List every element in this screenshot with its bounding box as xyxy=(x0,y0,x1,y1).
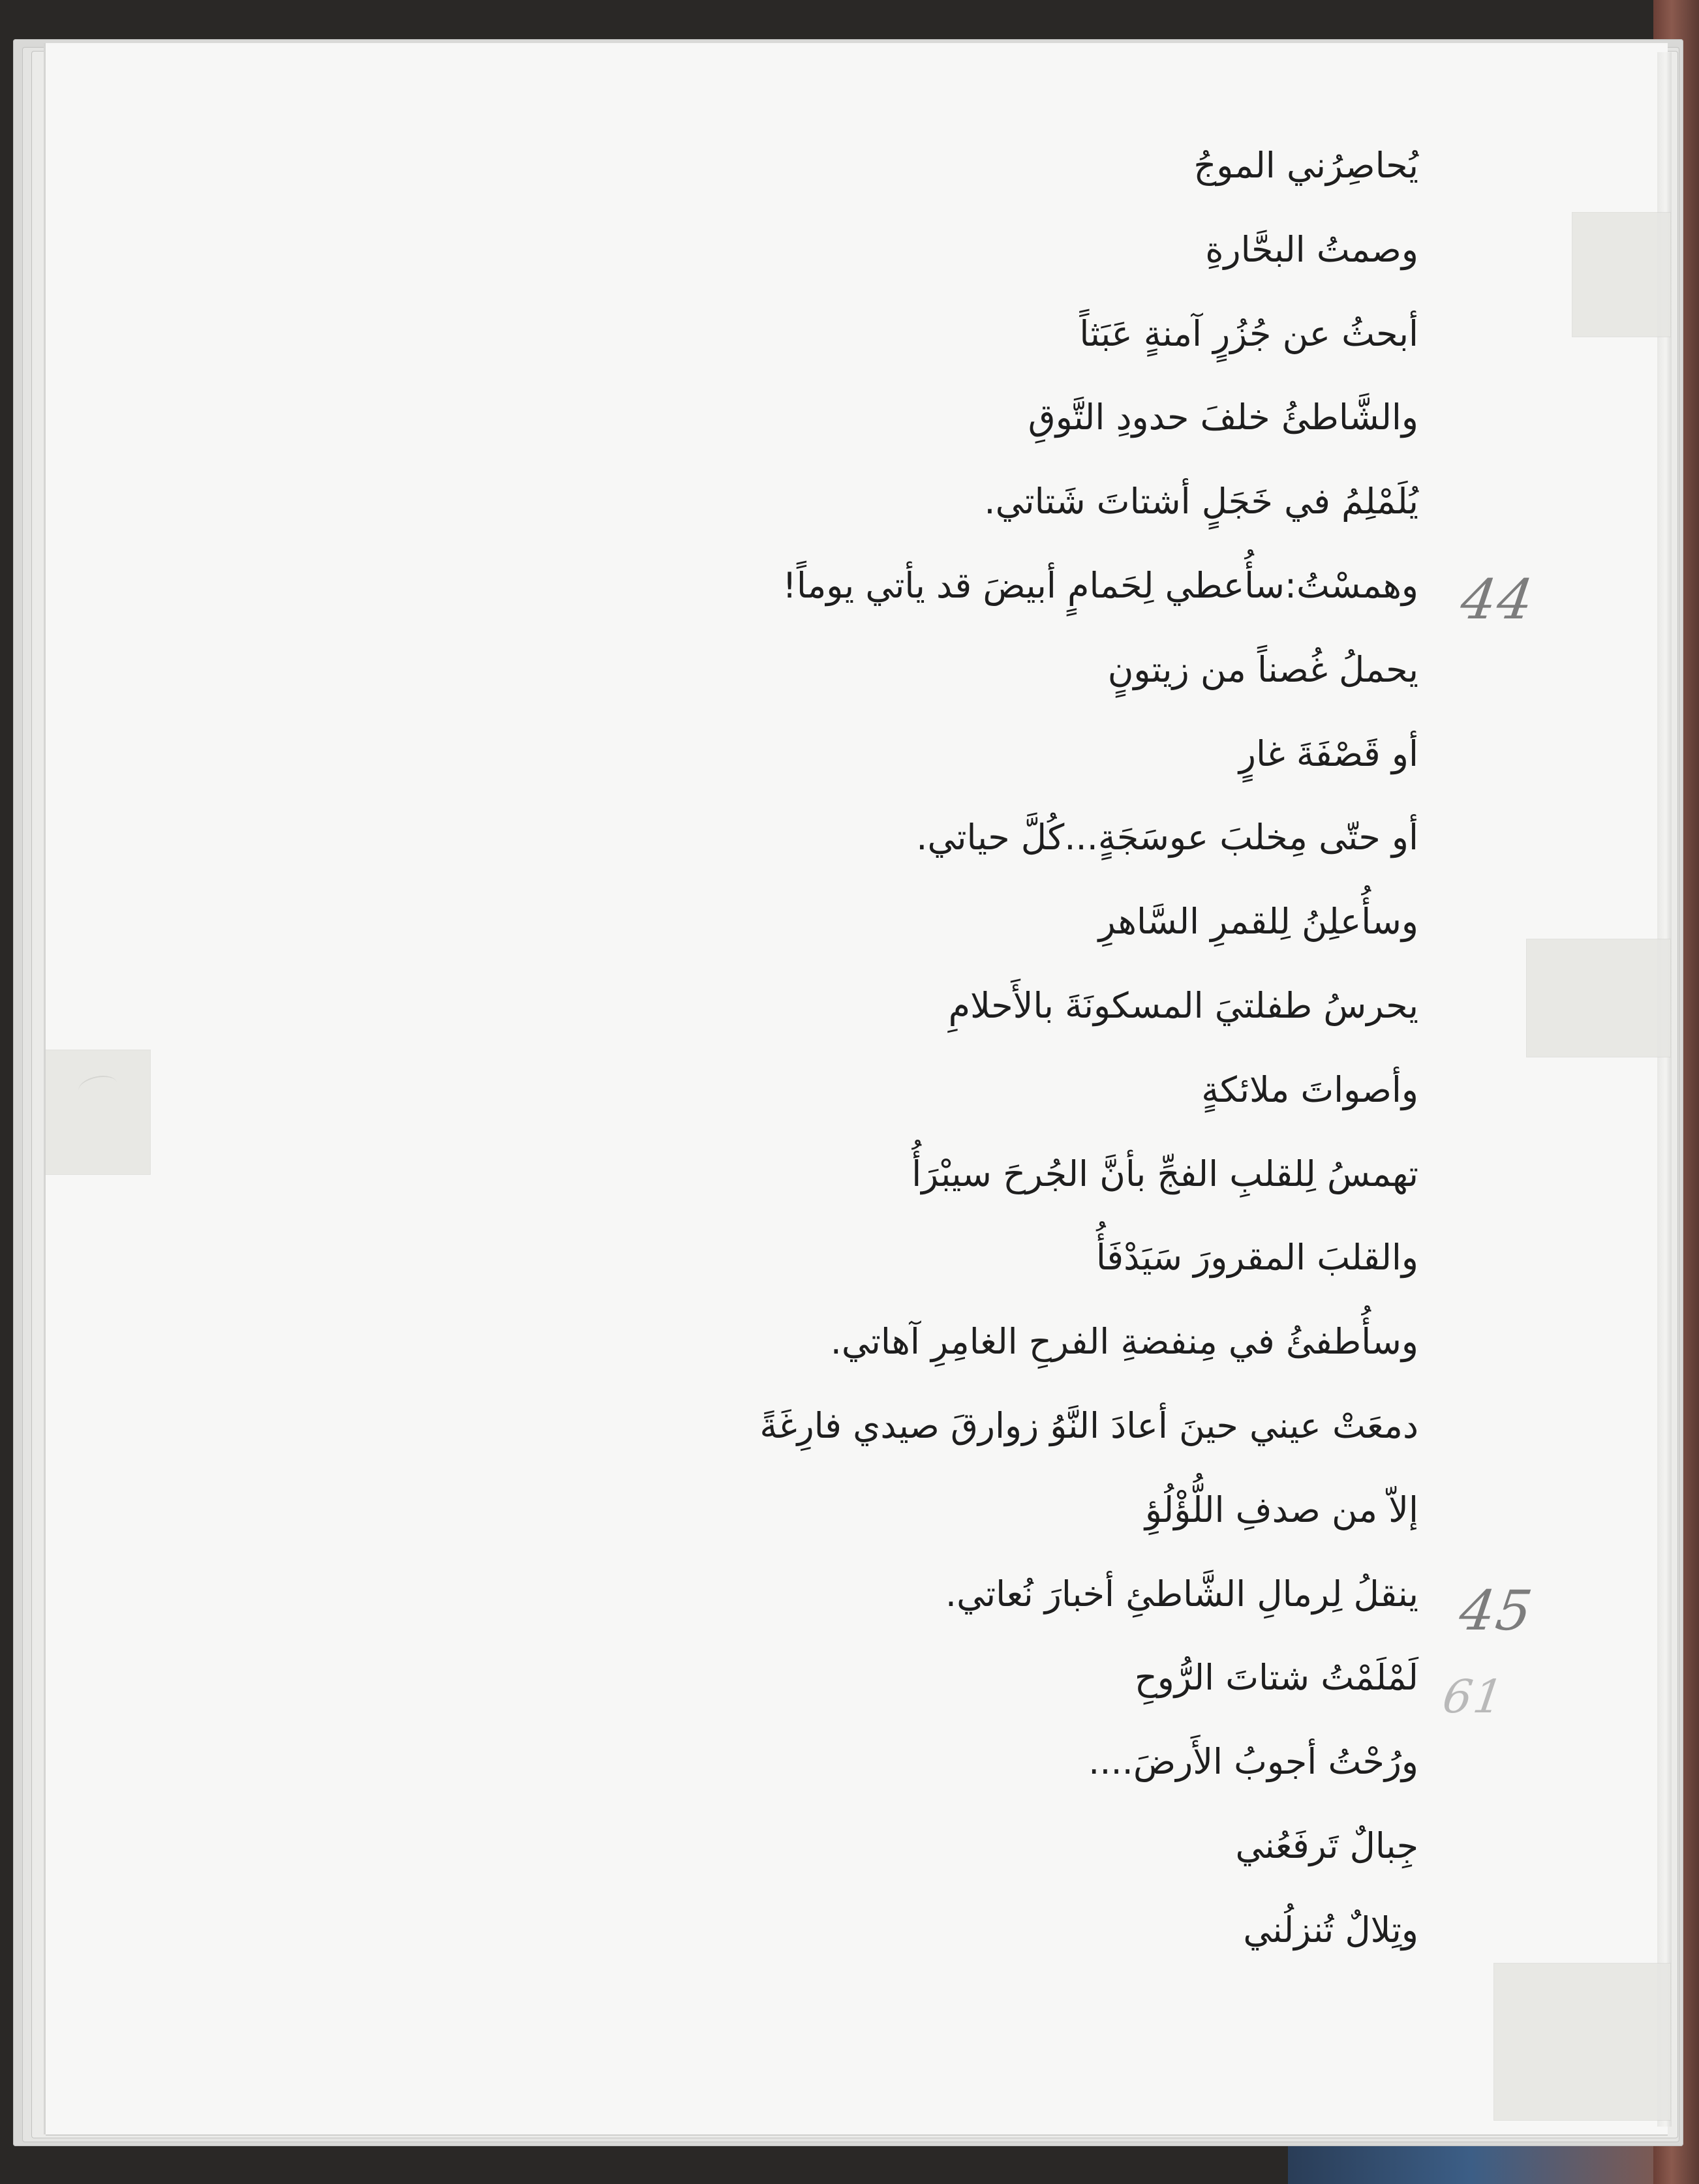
tape-mark xyxy=(1494,1964,1670,2120)
poem-line: تهمسُ لِلقلبِ الفجِّ بأنَّ الجُرحَ سيبْرَأُ xyxy=(911,1153,1418,1194)
pencil-page-number: 44 xyxy=(1457,568,1538,631)
poem-line: أو حتّى مِخلبَ عوسَجَةٍ...كُلَّ حياتي. xyxy=(916,817,1418,858)
poem-line: وهمسْتُ:سأُعطي لِحَمامٍ أبيضَ قد يأتي يوماً! xyxy=(782,564,1418,606)
poem-line: يحملُ غُصناً من زيتونٍ xyxy=(1107,648,1418,690)
tape-mark xyxy=(1527,939,1670,1057)
poem-line: يُلَمْلِمُ في خَجَلٍ أشتاتَ شَتاتي. xyxy=(984,481,1418,523)
poem-line: ورُحْتُ أجوبُ الأَرضَ.... xyxy=(1088,1741,1418,1783)
faint-pencil-note: 61 xyxy=(1439,1670,1508,1723)
tape-mark xyxy=(1572,213,1670,337)
poem-line: دمعَتْ عيني حينَ أعادَ النَّوُ زوارقَ صيدي فارِغَةً xyxy=(759,1404,1418,1446)
poem-line: وسأُعلِنُ لِلقمرِ السَّاهرِ xyxy=(1098,901,1418,943)
poem-line: وأصواتَ ملائكةٍ xyxy=(1201,1069,1418,1110)
poem-line: جِبالٌ تَرفَعُني xyxy=(1235,1825,1418,1866)
poem-line: يحرسُ طفلتيَ المسكونَةَ بالأَحلامِ xyxy=(948,984,1418,1026)
poem-line: والقلبَ المقرورَ سَيَدْفَأُ xyxy=(1095,1237,1418,1279)
poem-line: يُحاصِرُني الموجُ xyxy=(1193,145,1418,186)
book-cover-corner xyxy=(1288,2142,1653,2184)
poem-line: وسأُطفئُ في مِنفضةِ الفرحِ الغامِرِ آهاتي. xyxy=(830,1321,1418,1363)
page-edge xyxy=(1657,52,1672,2127)
poem-line: لَمْلَمْتُ شتاتَ الرُّوحِ xyxy=(1134,1657,1418,1699)
pencil-page-number: 45 xyxy=(1456,1579,1537,1643)
poem-line: وتِلالٌ تُنزلُني xyxy=(1243,1909,1418,1950)
poem-text xyxy=(375,124,1418,1973)
tape-mark xyxy=(46,1050,150,1174)
poem-line: إلاّ من صدفِ اللُّؤْلُؤِ xyxy=(1144,1489,1418,1530)
poem-line: والشَّاطئُ خلفَ حدودِ التَّوقِ xyxy=(1028,397,1418,438)
poem-line: أبحثُ عن جُزُرٍ آمنةٍ عَبَثاً xyxy=(1079,312,1418,354)
poem-line: وصمتُ البحَّارةِ xyxy=(1205,228,1418,270)
poem-line: أو قَصْفَةَ غارٍ xyxy=(1238,733,1418,774)
poem-line: ينقلُ لِرمالِ الشَّاطئِ أخبارَ نُعاتي. xyxy=(945,1573,1418,1615)
